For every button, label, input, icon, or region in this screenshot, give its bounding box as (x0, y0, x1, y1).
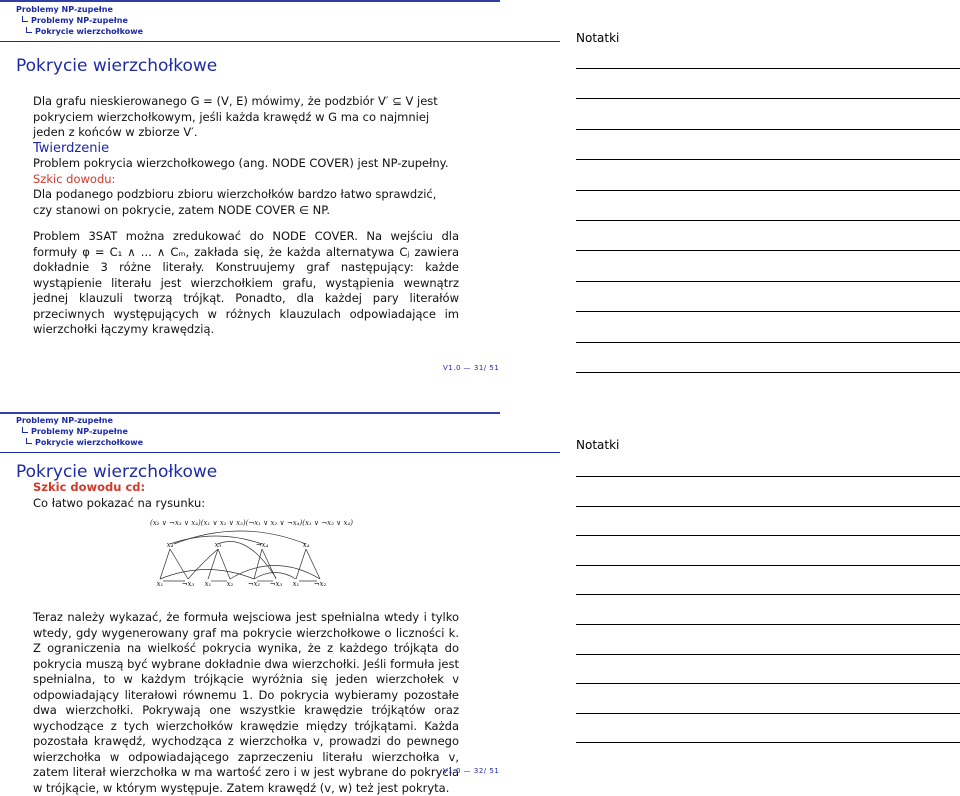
graph-edge (160, 570, 254, 580)
note-line (576, 342, 960, 343)
note-line (576, 190, 960, 191)
tree-corner-icon (22, 427, 28, 433)
tree-corner-icon (22, 16, 28, 22)
theorem-text: Problem pokrycia wierzchołkowego (ang. NODE COVER) jest NP-zupełny. (33, 156, 449, 170)
reduction-graph (130, 512, 370, 592)
header-bar (0, 0, 500, 2)
notes-label: Notatki (576, 438, 620, 452)
graph-edge (254, 573, 296, 580)
note-line (576, 372, 960, 373)
breadcrumb (16, 415, 143, 448)
header-bar (0, 412, 500, 414)
note-line (576, 683, 960, 684)
graph-node-label: x₂ (226, 580, 234, 588)
header-divider (0, 452, 560, 453)
note-line (576, 129, 960, 130)
slide-title: Pokrycie wierzchołkowe (16, 56, 218, 76)
slide-footer: V1.0 — 31/ 51 (443, 364, 500, 372)
note-line (576, 220, 960, 221)
note-line (576, 713, 960, 714)
intro-text: Co łatwo pokazać na rysunku: (33, 496, 206, 510)
note-line (576, 311, 960, 312)
slide-footer: V1.0 — 32/ 51 (443, 767, 500, 775)
definition-text: Dla grafu nieskierowanego G = (V, E) mówimy, że podzbiór V′ ⊆ V jest pokryciem wierzchołkowym, jeśli każda krawędź w G ma co najmniej jeden z końców w zbiorze V′. (33, 94, 438, 139)
notes-panel-top (576, 0, 960, 388)
breadcrumb-level-2: Problemy NP-zupełne (16, 426, 143, 437)
graph-node-label: x₃ (214, 541, 222, 549)
graph-edge (160, 549, 170, 579)
graph-edge (188, 549, 218, 579)
slide-title: Pokrycie wierzchołkowe (16, 462, 218, 482)
proof-label: Szkic dowodu cd: (33, 480, 146, 494)
explanation-text: Teraz należy wykazać, że formuła wejsciowa jest spełnialna wtedy i tylko wtedy, gdy wygenerowany graf ma pokrycie wierzchołkowe o liczności k. Z ograniczenia na wielkość pokrycia wynika, że z każdego trójkąta do pokrycia muszą być wybrane dokładnie dwa wierzchołki. Jeśli formuła jest spełnialna, to w każdym trójkącie wyróżnia się jeden wierzchołek v odpowiadający literałowi równemu 1. Do pokrycia wybieramy pozostałe dwa wierzchołki. Pokrywają one wszystkie krawędzie trójkątów oraz wychodzące z tych wierzchołków krawędzie między trójkątami. Każda pozostała krawędź, wychodząca z wierzchołka v, prowadzi do pewnego wierzchołka w odpowiadającego zaprzeczeniu literału wierzchołka v, zatem literał wierzchołka w ma wartość zero i w jest wybrane do pokrycia w trójkącie, w którym występuje. Zatem krawędź (v, w) też jest pokryta. (33, 610, 459, 795)
theorem-label: Twierdzenie (33, 140, 110, 156)
tree-corner-icon (26, 27, 32, 33)
formula: (x₂ ∨ ¬x₃ ∨ x₄)(x₁ ∨ x₂ ∨ x₃)(¬x₁ ∨ x₂ ∨ ¬x₄)(x₁ ∨ ¬x₂ ∨ x₄) (150, 519, 353, 527)
note-line (576, 594, 960, 595)
note-line (576, 535, 960, 536)
graph-node-label: x₁ (156, 580, 164, 588)
notes-panel-bottom (576, 412, 960, 779)
graph-edge (254, 549, 262, 579)
breadcrumb-level-1: Problemy NP-zupełne (16, 5, 113, 14)
graph-node-label: ¬x₃ (181, 580, 195, 588)
slide-31 (0, 0, 510, 388)
graph-edge (306, 549, 320, 579)
proof-text: Dla podanego podzbioru zbioru wierzchołków bardzo łatwo sprawdzić, czy stanowi on pokrycie, zatem NODE COVER ∈ NP. (33, 187, 437, 217)
note-line (576, 654, 960, 655)
note-line (576, 159, 960, 160)
note-line (576, 742, 960, 743)
note-line (576, 281, 960, 282)
graph-node-label: ¬x₃ (269, 580, 283, 588)
graph-node-label: ¬x₄ (255, 541, 269, 549)
reduction-text: Problem 3SAT można zredukować do NODE COVER. Na wejściu dla formuły φ = C₁ ∧ ... ∧ Cₘ, zakłada się, że każda alternatywa Cⱼ zawiera dokładnie 3 różne literały. Konstruujemy graf następujący: każde wystąpienie literału jest wierzchołkiem grafu, wystąpienia wewnątrz jednej klauzuli tworzą trójkąt. Ponadto, dla każdej pary literałów przeciwnych występujących w różnych klauzulach odpowiadające im wierzchołki łączymy krawędzią. (33, 229, 459, 336)
graph-node-label: x₁ (292, 580, 300, 588)
note-line (576, 506, 960, 507)
graph-edge (174, 531, 306, 544)
note-line (576, 68, 960, 69)
breadcrumb-level-3: Pokrycie wierzchołkowe (16, 26, 143, 37)
graph-edge (296, 549, 306, 579)
note-line (576, 565, 960, 566)
note-line (576, 250, 960, 251)
graph-edge (218, 549, 230, 579)
note-line (576, 476, 960, 477)
breadcrumb-level-2: Problemy NP-zupełne (16, 15, 143, 26)
graph-node-label: ¬x₂ (313, 580, 327, 588)
graph-node-label: x₄ (302, 541, 310, 549)
notes-label: Notatki (576, 31, 620, 45)
note-line (576, 98, 960, 99)
graph-node-label: x₄ (166, 541, 174, 549)
proof-label: Szkic dowodu: (33, 171, 116, 186)
graph-node-label: x₁ (204, 580, 212, 588)
slide-32 (0, 412, 510, 795)
graph-node-label: ¬x₁ (247, 580, 261, 588)
breadcrumb (16, 4, 143, 37)
breadcrumb-level-3: Pokrycie wierzchołkowe (16, 437, 143, 448)
breadcrumb-level-1: Problemy NP-zupełne (16, 416, 113, 425)
tree-corner-icon (26, 438, 32, 444)
header-divider (0, 41, 560, 42)
slide-body (33, 94, 459, 338)
note-line (576, 624, 960, 625)
